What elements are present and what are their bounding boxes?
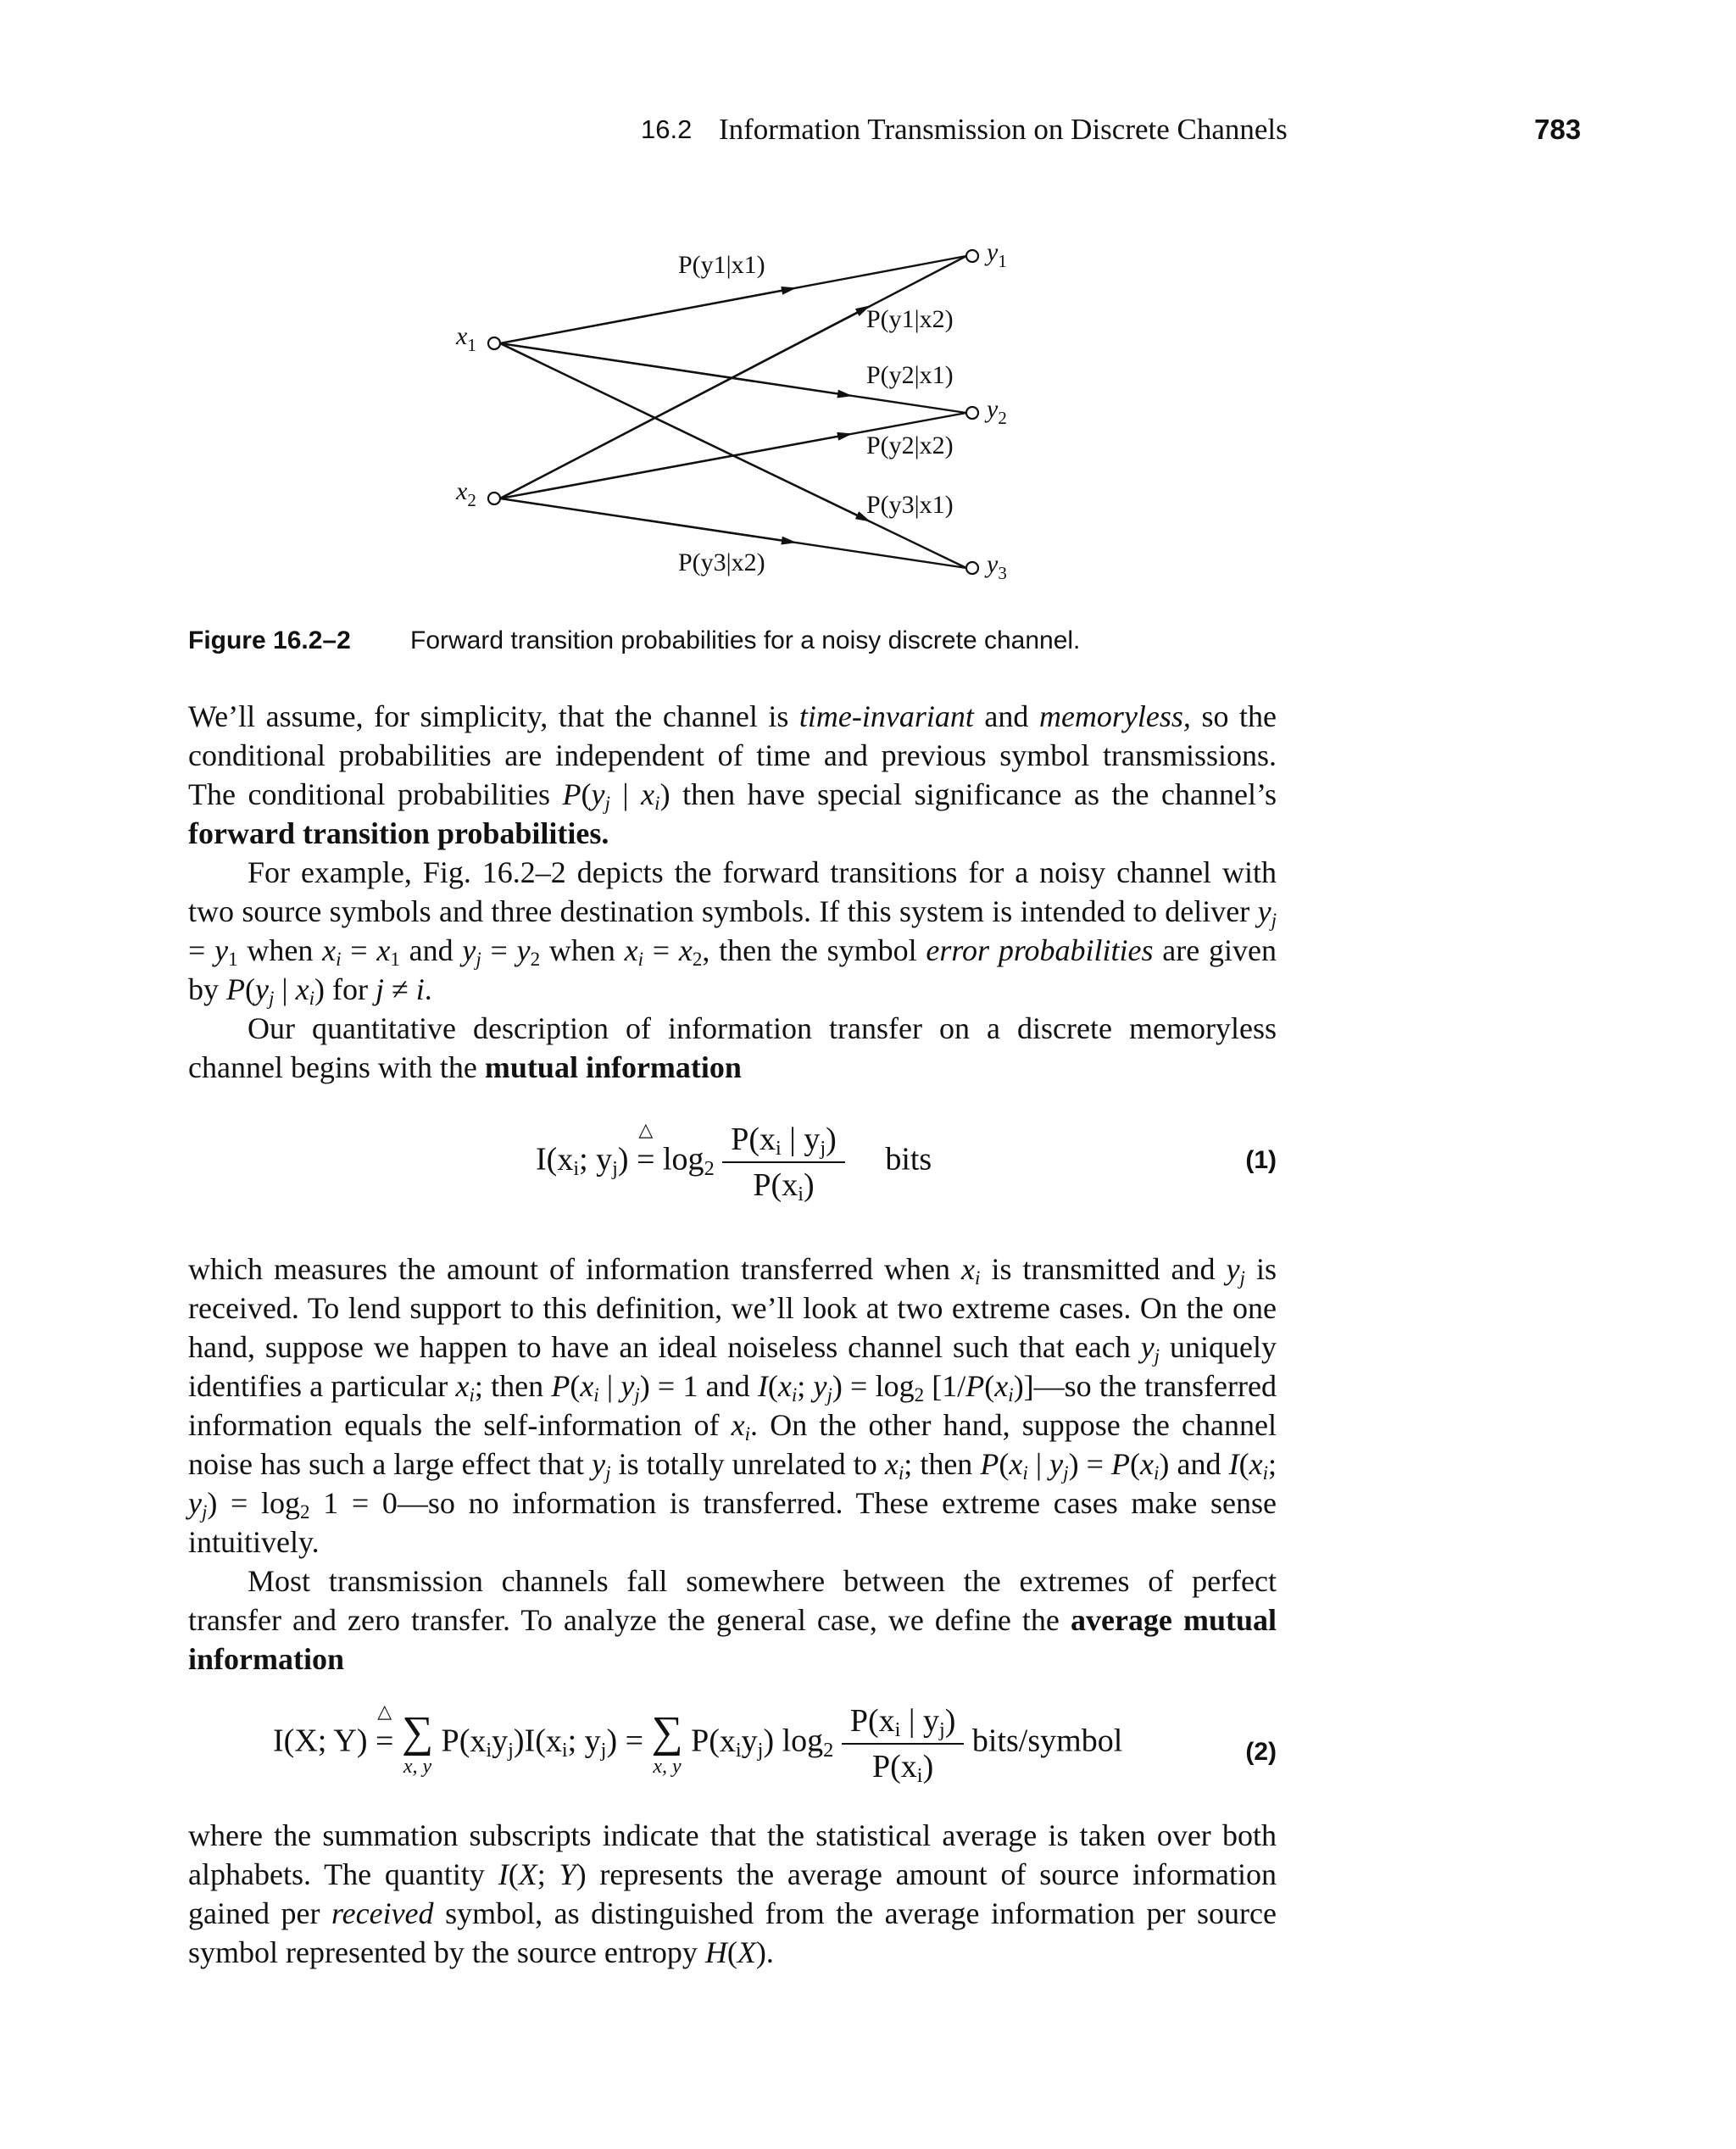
paragraph-2: For example, Fig. 16.2–2 depicts the forward transitions for a noisy channel with two source symbols and three destination symbols. If this system is intended to deliver $y_j = y_1$ when $x_i = x_1$ and $y_j = y_2$ when $x_i = x_2$, then the symbol error probabilities are given by $P(y_j$ | $x_i$) for j ≠ i. xyxy=(188,855,1277,1009)
prob-y3x2: P(y3|x2) xyxy=(678,548,765,576)
node-x1 xyxy=(488,337,500,349)
eq1-number: (1) xyxy=(1245,1146,1277,1174)
paragraph-6: where the summation subscripts indicate that the statistical average is taken over both alphabets. The quantity I(X; Y) represents the average amount of source information gained per received symbol, as distinguished from the average information per source symbol represented by the source entropy H(X). xyxy=(188,1818,1277,1969)
channel-diagram-svg xyxy=(407,229,1068,602)
paragraph-1: We’ll assume, for simplicity, that the channel is time-invariant and memoryless, so the conditional probabilities are independent of time and previous symbol transmissions. The conditional probabilities $P(y_j$ | $x_i$) then have special significance as the channel’s forward transition probabilities. xyxy=(188,699,1277,850)
label-y2: $y_2$ xyxy=(987,395,1007,428)
node-y3 xyxy=(966,562,978,574)
paragraph-5: Most transmission channels fall somewhere between the extremes of perfect transfer and zero transfer. To analyze the general case, we define the average mutual information xyxy=(188,1564,1277,1676)
node-y2 xyxy=(966,407,978,419)
label-x2: $x_2$ xyxy=(456,477,476,510)
node-y1 xyxy=(966,250,978,262)
figure-caption-text: Forward transition probabilities for a noisy discrete channel. xyxy=(410,626,1081,654)
paragraph-3: Our quantitative description of information transfer on a discrete memoryless channel begins with the mutual information xyxy=(188,1011,1277,1084)
page-number: 783 xyxy=(1534,114,1582,145)
running-head xyxy=(0,109,1736,151)
figure-label: Figure 16.2–2 xyxy=(188,626,351,654)
equation-1: $I(x_i$; $y_j$) △ = $\log_2$ $\frac{P(x_i | y_j)}{P(x_i)}$ bits (1) xyxy=(536,1118,1277,1206)
equation-2: I(X; Y) △ = ∑ x, y $P(x_iy_j)I(x_i$; $y_j$) = ∑ x, y $P(x_iy_j)$ $\log_2$ $\frac{P(x_i | y_j)}{P(x_i)}$ bits/symbol (2) xyxy=(273,1700,1277,1788)
eq1-unit: bits xyxy=(885,1141,932,1177)
label-x1: $x_1$ xyxy=(456,322,476,355)
node-x2 xyxy=(488,493,500,504)
label-y3: $y_3$ xyxy=(987,550,1007,583)
section-title: Information Transmission on Discrete Channels xyxy=(719,113,1288,146)
label-y1: $y_1$ xyxy=(987,238,1007,271)
prob-y1x1: P(y1|x1) xyxy=(678,251,765,279)
prob-y1x2: P(y1|x2) xyxy=(866,305,954,333)
prob-y2x2: P(y2|x2) xyxy=(866,431,954,459)
prob-y3x1: P(y3|x1) xyxy=(866,491,954,519)
section-number: 16.2 xyxy=(641,114,693,144)
prob-y2x1: P(y2|x1) xyxy=(866,361,954,389)
figure-caption xyxy=(188,622,1544,660)
channel-transition-diagram xyxy=(407,229,1068,602)
paragraph-4: which measures the amount of information transferred when $x_i$ is transmitted and $y_j$ is received. To lend support to this definition, we’ll look at two extreme cases. On the one hand, suppose we happen to have an ideal noiseless channel such that each $y_j$ uniquely identifies a particular $x_i$; then $P(x_i$ | $y_j) = 1$ and $I(x_i$; $y_j) = \log_2$ $[1/P(x_i)]—so$ the transferred information equals the self-information of $x_i$. On the other hand, suppose the channel noise has such a large effect that $y_j$ is totally unrelated to $x_i$; then $P(x_i$ | $y_j) = P(x_i)$ and $I(x_i$; $y_j) = \log_2 1$ = 0—so no information is transferred. These extreme cases make sense intuitively. xyxy=(188,1252,1277,1559)
eq2-number: (2) xyxy=(1245,1738,1277,1766)
eq2-unit: bits/symbol xyxy=(971,1723,1123,1759)
